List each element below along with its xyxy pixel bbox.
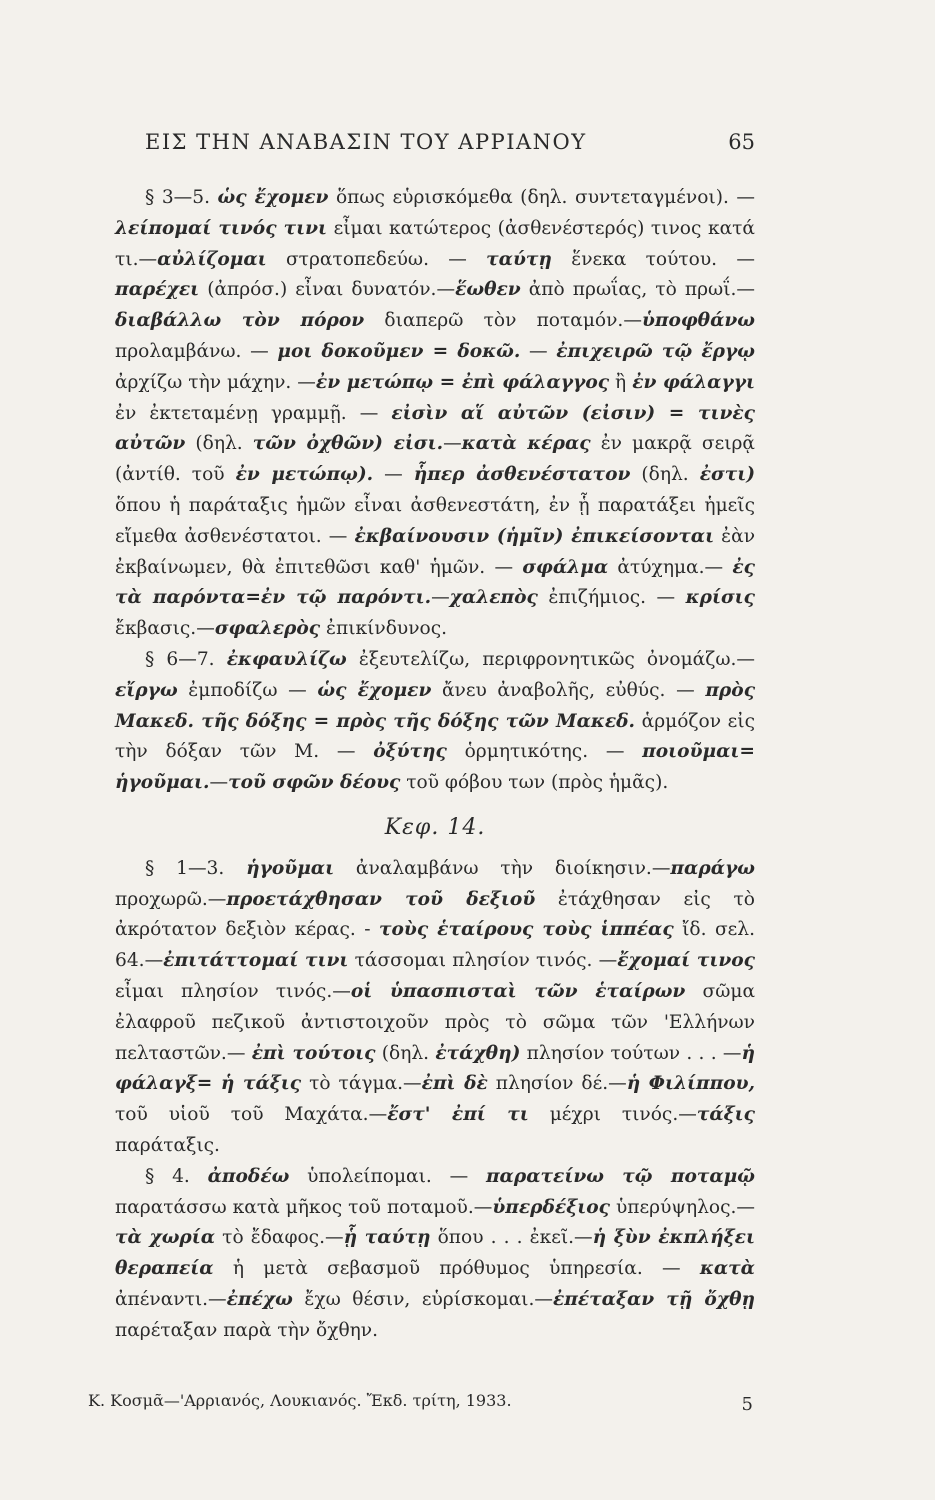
gloss: ὑπερύψηλος.— (609, 1196, 755, 1218)
lemma: ἀποδέω (207, 1165, 290, 1187)
running-title: ΕΙΣ ΤΗΝ ΑΝΑΒΑΣΙΝ ΤΟΥ ΑΡΡΙΑΝΟΥ (145, 130, 587, 154)
gloss: σῶμα ἐλαφροῦ πεζικοῦ ἀντιστοιχοῦν πρὸς τὸ σῶμα τῶν 'Ελλήνων πελταστῶν.— (115, 980, 756, 1064)
gloss: — (520, 340, 557, 362)
lemma: ἡγοῦμαι (246, 857, 335, 879)
commentary-paragraph (115, 183, 755, 645)
lemma: ἐπὶ τούτοις (251, 1042, 376, 1064)
lemma: ὀξύτης (373, 741, 447, 763)
lemma: ἔχομαί τινος (617, 950, 755, 972)
lemma: ἡ ξὺν ἐκπλήξει θεραπεία (115, 1227, 755, 1280)
lemma: ἐκβαίνουσιν (ἡμῖν) ἐπικείσονται (354, 525, 715, 547)
gloss: ἄνευ ἀναβολῆς, εὐθύς. — (431, 679, 706, 701)
lemma: τῶν ὀχθῶν) εἰσι. (252, 433, 444, 455)
gloss: ἀπέναντι.— (115, 1288, 227, 1310)
commentary-paragraph (115, 1162, 755, 1347)
gloss: — (431, 587, 450, 609)
gloss: ἡ μετὰ σεβασμοῦ πρόθυμος ὑπηρεσία. — (213, 1258, 700, 1280)
lemma: ἔστ' ἐπί τι (387, 1104, 529, 1126)
lemma: εἰσὶν αἵ αὐτῶν (εἰσιν) = τινὲς αὐτῶν (115, 402, 755, 455)
lemma: τοὺς ἑταίρους τοὺς ἱππέας (379, 919, 674, 941)
lemma: ἡ Φιλίππου, (626, 1073, 756, 1095)
gloss: στρατοπεδεύω. — (266, 248, 487, 270)
lemma: τοῦ σφῶν δέους (228, 772, 401, 794)
gloss: — (443, 433, 462, 455)
lemma: λείπομαί τινός τινι (115, 217, 328, 239)
gloss: προλαμβάνω. — (115, 340, 278, 362)
commentary-paragraph (115, 645, 755, 799)
lemma: ἐτάχθη) (435, 1042, 521, 1064)
gloss: ἀναλαμβάνω τὴν διοίκησιν.— (334, 857, 671, 879)
gloss: πλησίον τούτων . . . — (520, 1042, 742, 1064)
gloss: παρέταξαν παρὰ τὴν ὄχθην. (115, 1319, 379, 1341)
lemma: ἐν μετώπῳ = ἐπὶ φάλαγγος (315, 371, 610, 393)
gloss: ὅπως εὑρισκόμεθα (δηλ. συντεταγμένοι). — (328, 187, 755, 208)
lemma: πρὸς Μακεδ. τῆς δόξης = πρὸς τῆς δόξης τῶν Μακεδ. (115, 679, 756, 732)
gloss: ἁρμόζον εἰς τὴν δόξαν τῶν Μ. — (115, 710, 755, 763)
lemma: ἕωθεν (455, 279, 521, 301)
gloss: (δηλ. (630, 464, 700, 486)
gloss: προχωρῶ.— (115, 888, 227, 910)
lemma: ταύτῃ (486, 248, 552, 270)
lemma: ὡς ἔχομεν (217, 187, 329, 208)
gloss: παρατάσσω κατὰ μῆκος τοῦ ποταμοῦ.— (115, 1196, 493, 1218)
gloss: ἔκβασις.— (115, 618, 215, 640)
lemma: ἐπέταξαν τῇ ὄχθῃ (552, 1288, 755, 1310)
lemma: ὑποφθάνω (641, 310, 755, 332)
gloss: πλησίον δέ.— (487, 1073, 627, 1095)
lemma: ἐπιτάττομαί τινι (163, 950, 349, 972)
gloss: ὅπου ἡ παράταξις ἡμῶν εἶναι ἀσθενεστάτη, ἐν ᾗ παρατάξει ἡμεῖς εἴμεθα ἀσθενέστατοι. — (115, 494, 755, 547)
lemma: ἧπερ ἀσθενέστατον (413, 464, 631, 486)
gloss: Κεφ. 14. (384, 814, 486, 840)
lemma: ἐπιχειρῶ τῷ ἔργῳ (556, 340, 755, 362)
signature-mark: 5 (741, 1394, 753, 1415)
gloss: (δηλ. (185, 433, 253, 455)
lemma: σφάλμα (522, 556, 609, 578)
chapter-heading (115, 813, 755, 844)
commentary-body (115, 183, 755, 1346)
lemma: σφαλερὸς (214, 618, 321, 640)
gloss: τὸ τάγμα.— (301, 1073, 422, 1095)
lemma: κατὰ κέρας (461, 433, 591, 455)
footer-imprint: Κ. Κοσμᾶ—'Αρριανός, Λουκιανός. Ἔκδ. τρίτη, 1933. (88, 1391, 512, 1410)
gloss: ἐπιζήμιος. — (537, 587, 686, 609)
gloss: (δηλ. (375, 1042, 436, 1064)
lemma: οἱ ὑπασπισταὶ τῶν ἑταίρων (350, 980, 686, 1002)
gloss: ἐν ἐκτεταμένῃ γραμμῇ. — (115, 402, 392, 424)
gloss: τὸ ἔδαφος.— (215, 1227, 344, 1249)
gloss: ἐξευτελίζω, περιφρονητικῶς ὀνομάζω.— (346, 648, 755, 670)
lemma: αὐλίζομαι (157, 248, 267, 270)
gloss: ἴδ. σελ. 64.— (115, 919, 755, 972)
lemma: τὰ χωρία (115, 1227, 216, 1249)
gloss: (ἀπρόσ.) εἶναι δυνατόν.— (199, 279, 456, 301)
lemma: ποιοῦμαι= ἡγοῦμαι. (115, 741, 755, 794)
lemma: τάξις (696, 1104, 755, 1126)
lemma: ἐς τὰ παρόντα=ἐν τῷ παρόντι. (115, 556, 755, 609)
gloss: ἀτύχημα.— (608, 556, 733, 578)
gloss: τάσσομαι πλησίον τινός. — (348, 950, 618, 972)
gloss: εἶμαι κατώτερος (ἀσθενέστερός) τινος κατά τι.— (115, 217, 755, 270)
gloss: παράταξις. (115, 1134, 220, 1156)
lemma: εἴργω (115, 679, 178, 701)
lemma: ἐν μετώπῳ). (235, 464, 374, 486)
lemma: διαβάλλω τὸν πόρον (115, 310, 365, 332)
lemma: παράγω (670, 857, 755, 879)
lemma: χαλεπὸς (449, 587, 538, 609)
gloss: ἀπὸ πρωΐας, τὸ πρωΐ.— (520, 279, 755, 301)
gloss: εἶμαι πλησίον τινός.— (115, 980, 351, 1002)
page-number: 65 (728, 130, 755, 154)
gloss: ἕνεκα τούτου. — (551, 248, 755, 270)
gloss: μέχρι τινός.— (528, 1104, 697, 1126)
gloss: ἐμποδίζω — (177, 679, 318, 701)
lemma: κρίσις (685, 587, 755, 609)
gloss: — (209, 772, 229, 794)
lemma: ὡς ἔχομεν (317, 679, 432, 701)
commentary-paragraph (115, 854, 755, 1162)
gloss: § 6—7. (145, 648, 227, 670)
gloss: ἐτάχθησαν εἰς τὸ ἀκρότατον δεξιὸν κέρας. - (115, 888, 755, 941)
lemma: ἡ φάλαγξ= ἡ τάξις (115, 1042, 756, 1095)
gloss: ἐπικίνδυνος. (320, 618, 448, 640)
lemma: ἐν φάλαγγι (632, 371, 755, 393)
lemma: ἐπὶ δὲ (421, 1073, 488, 1095)
gloss: ἢ (609, 371, 633, 393)
lemma: παρατείνω τῷ ποταμῷ (485, 1165, 755, 1187)
lemma: μοι δοκοῦμεν = δοκῶ. (277, 340, 521, 362)
lemma: ᾗ ταύτῃ (343, 1227, 431, 1249)
gloss: τοῦ φόβου των (πρὸς ἡμᾶς). (400, 772, 669, 794)
gloss: § 4. (145, 1165, 208, 1187)
gloss: διαπερῶ τὸν ποταμόν.— (364, 310, 642, 332)
lemma: ἐπέχω (226, 1288, 293, 1310)
lemma: ἐστι) (699, 464, 756, 486)
gloss: § 1—3. (145, 857, 247, 879)
gloss: ὁρμητικότης. — (446, 741, 643, 763)
gloss: ὅπου . . . ἐκεῖ.— (430, 1227, 593, 1249)
gloss: ὑπολείπομαι. — (289, 1165, 486, 1187)
lemma: κατὰ (699, 1258, 755, 1280)
gloss: ἔχω θέσιν, εὑρίσκομαι.— (292, 1288, 553, 1310)
lemma: ὑπερδέξιος (492, 1196, 610, 1218)
gloss: ἀρχίζω τὴν μάχην. — (115, 371, 316, 393)
gloss: ἐὰν ἐκβαίνωμεν, θὰ ἐπιτεθῶσι καθ' ἡμῶν. — (115, 525, 756, 578)
lemma: ἐκφαυλίζω (226, 648, 347, 670)
gloss: § 3—5. (145, 187, 218, 208)
gloss: — (373, 464, 414, 486)
gloss: ἐν μακρᾷ σειρᾷ (ἀντίθ. τοῦ (115, 433, 755, 486)
lemma: προετάχθησαν τοῦ δεξιοῦ (226, 888, 536, 910)
lemma: παρέχει (115, 279, 200, 301)
gloss: τοῦ υἱοῦ τοῦ Μαχάτα.— (115, 1104, 388, 1126)
